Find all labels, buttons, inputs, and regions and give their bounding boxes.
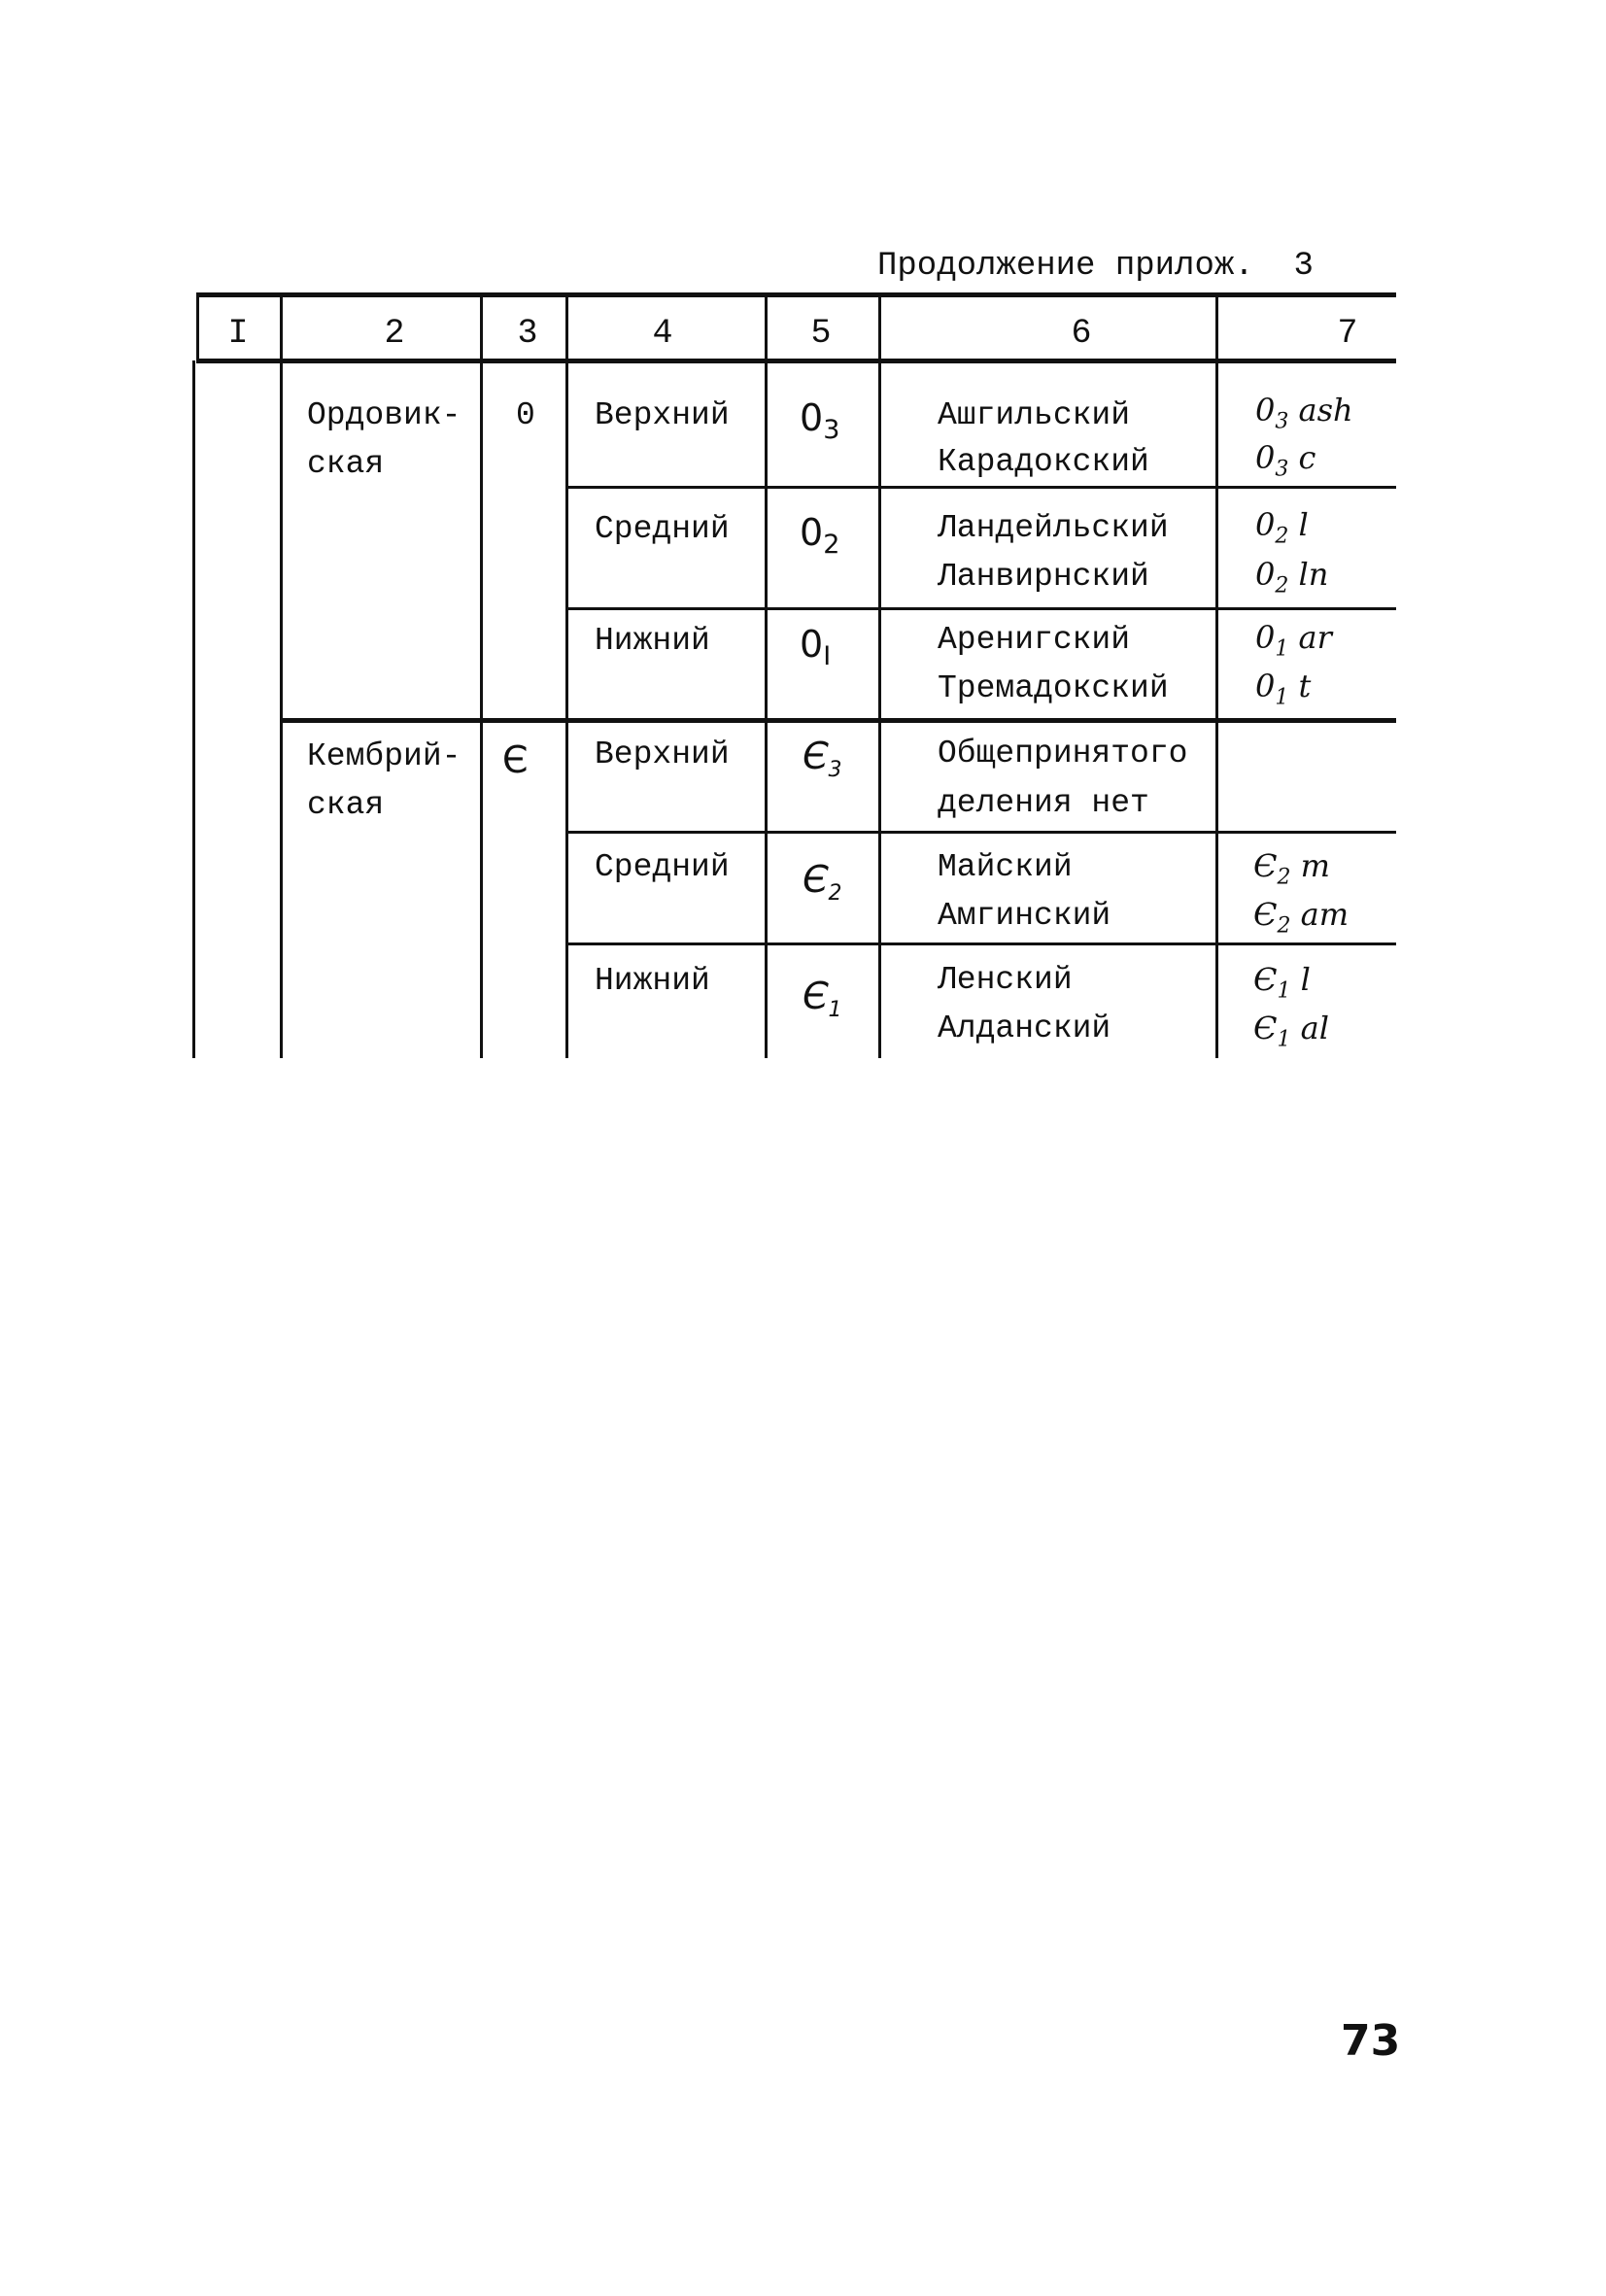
column-header: 6	[1071, 314, 1092, 353]
stage-code: $0_1$ t	[1255, 668, 1312, 710]
stage-code: $Є_2$ m	[1253, 847, 1330, 890]
column-header: 2	[384, 314, 405, 353]
stage-name: Ленский	[938, 962, 1073, 998]
series-name: Верхний	[595, 397, 730, 433]
stage-code: $Є_1$ l	[1253, 961, 1311, 1004]
column-rule	[1215, 292, 1218, 1058]
series-index: $Є_3$	[803, 735, 842, 782]
system-index: Є	[502, 738, 529, 781]
series-index: $0_2$	[800, 511, 840, 560]
column-header: 7	[1337, 314, 1358, 353]
stage-name: Майский	[938, 849, 1073, 885]
column-rule	[196, 292, 199, 360]
system-index: 0	[516, 397, 535, 433]
series-index: $0_3$	[800, 396, 840, 445]
stage-code: $0_1$ ar	[1255, 619, 1332, 662]
stage-name: Ланвирнский	[938, 559, 1149, 595]
stage-code: $0_2$ ln	[1255, 556, 1329, 599]
table-caption: Продолжение прилож. 3	[877, 248, 1314, 285]
column-header: 5	[810, 314, 832, 353]
stage-name: Карадокский	[938, 444, 1149, 480]
stage-name: Алданский	[938, 1011, 1111, 1046]
page-number: 73	[1341, 2016, 1401, 2066]
stage-code: $Є_1$ al	[1253, 1010, 1329, 1052]
column-rule	[280, 292, 283, 1058]
column-header: 3	[517, 314, 538, 353]
series-index: $Є_2$	[803, 858, 842, 906]
column-rule	[565, 292, 568, 1058]
stage-code: $Є_2$ am	[1253, 896, 1350, 939]
column-rule	[480, 292, 483, 1058]
stage-code: $0_3$ ash	[1255, 392, 1353, 434]
stage-name: Ашгильский	[938, 397, 1131, 433]
series-name: Нижний	[595, 623, 710, 659]
series-name: Верхний	[595, 737, 730, 772]
column-header: 4	[652, 314, 673, 353]
stage-name: Аренигский	[938, 622, 1131, 658]
series-name: Средний	[595, 849, 730, 885]
stage-name: деления нет	[938, 785, 1149, 821]
stage-name: Ландейльский	[938, 510, 1169, 546]
stage-name: Общепринятого	[938, 736, 1188, 771]
series-index: $Є_1$	[803, 975, 842, 1022]
column-header: I	[227, 314, 249, 353]
system-name: Кембрий- ская	[307, 738, 461, 823]
system-name: Ордовик- ская	[307, 397, 461, 482]
stage-name: Амгинский	[938, 898, 1111, 934]
system-divider	[280, 718, 1396, 723]
stage-code: $0_3$ c	[1255, 439, 1316, 482]
series-index: $0_I$	[800, 623, 832, 671]
stage-code: $0_2$ l	[1255, 506, 1309, 549]
column-rule	[878, 292, 881, 1058]
stage-name: Тремадокский	[938, 670, 1169, 706]
column-rule	[192, 360, 195, 1058]
column-rule	[765, 292, 768, 1058]
series-name: Нижний	[595, 963, 710, 999]
row-divider	[566, 831, 1396, 834]
series-name: Средний	[595, 511, 730, 547]
